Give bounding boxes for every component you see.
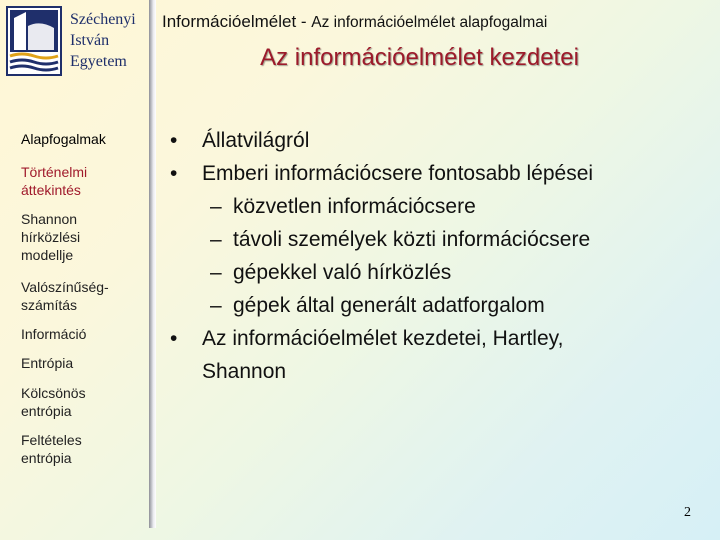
sidebar-item-shannon-hirkozlesi-modellje[interactable]: Shannon hírközlési modellje [21,211,81,263]
sidebar-item-entropia[interactable]: Entrópia [21,355,74,371]
sidebar-item-kolcsonos-entropia[interactable]: Kölcsönös entrópia [21,385,86,419]
bullet-icon: • [170,327,178,350]
course-title: Információelmélet - [162,12,312,31]
bullet-item [170,157,670,190]
sub-bullet-item [170,256,670,289]
university-name-line2: István [70,32,110,49]
slide-header [162,12,547,32]
university-name-line3: Egyetem [70,53,127,70]
bullet-text: Az információelmélet kezdetei, Hartley, Shannon [202,327,564,383]
sub-bullet-text: közvetlen információcsere [233,195,476,218]
slide-content [170,124,670,388]
dash-icon: – [210,294,222,317]
sub-bullet-item [170,289,670,322]
dash-icon: – [210,228,222,251]
sub-bullet-text: gépek által generált adatforgalom [233,294,545,317]
page-number: 2 [684,505,691,520]
university-name-line1: Széchenyi [70,11,136,28]
bullet-text: Állatvilágról [202,129,310,152]
bullet-text: Emberi információcsere fontosabb lépései [202,162,594,185]
sub-bullet-text: gépekkel való hírközlés [233,261,452,284]
chapter-title: Az információelmélet alapfogalmai [311,14,548,31]
vertical-divider [149,0,156,528]
bullet-item [170,322,642,388]
sub-bullet-item [170,190,670,223]
sidebar-item-tortenelmi-attekintes[interactable]: Történelmi áttekintés [21,164,88,198]
dash-icon: – [210,195,222,218]
slide-title: Az információelmélet kezdetei [260,44,579,71]
university-name [70,9,136,72]
bullet-item [170,124,670,157]
dash-icon: – [210,261,222,284]
bullet-icon: • [170,129,178,152]
sidebar-item-alapfogalmak[interactable]: Alapfogalmak [21,131,106,147]
sidebar-item-felteteles-entropia[interactable]: Feltételes entrópia [21,432,82,466]
university-logo [6,6,62,76]
sidebar-item-valoszinuseg-szamitas[interactable]: Valószínűség-számítás [21,279,109,313]
sub-bullet-item [170,223,670,256]
sub-bullet-text: távoli személyek közti információcsere [233,228,591,251]
bullet-icon: • [170,162,178,185]
sidebar-item-informacio[interactable]: Információ [21,326,87,342]
